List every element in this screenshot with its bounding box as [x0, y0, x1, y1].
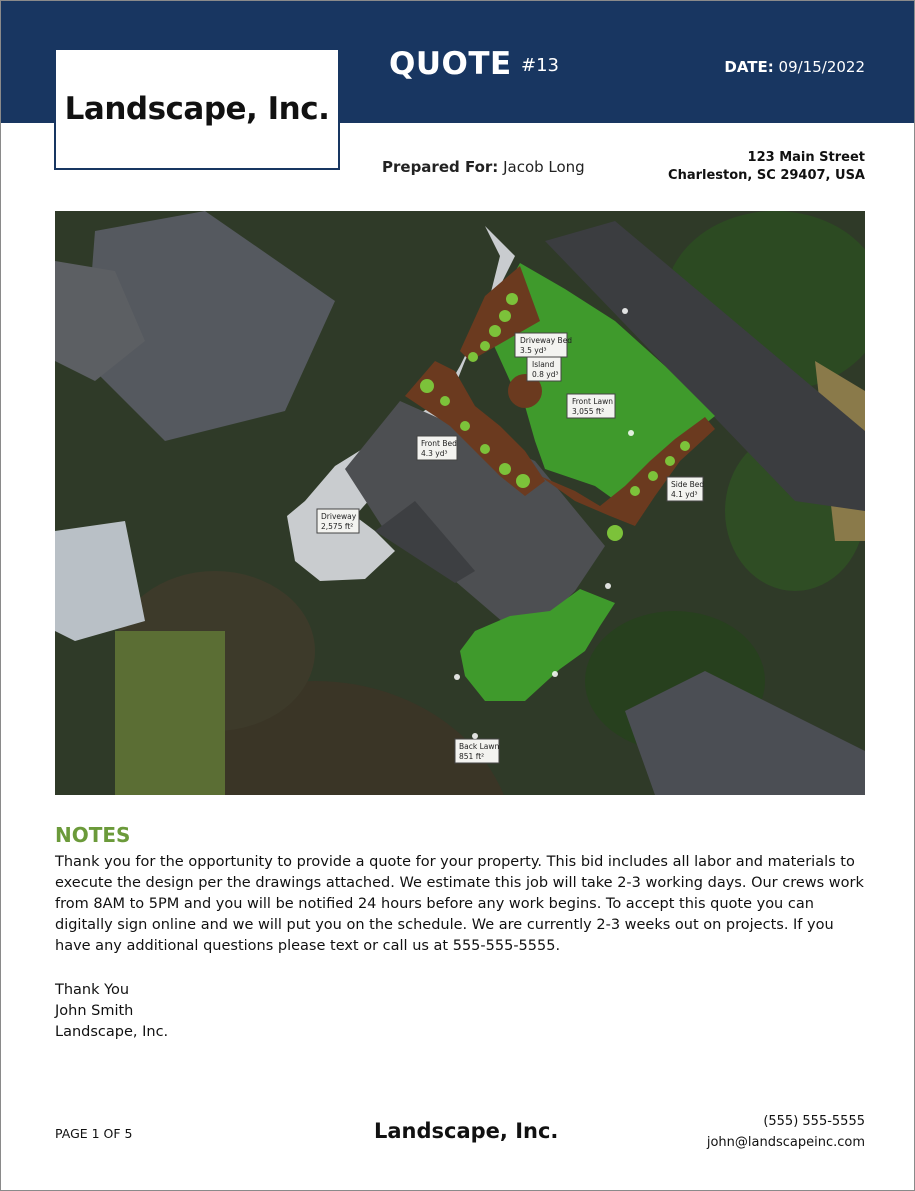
label-front-lawn-name: Front Lawn — [572, 397, 614, 406]
footer-contact — [707, 1111, 865, 1153]
date-label: DATE: — [724, 58, 774, 76]
label-front-lawn-value: 3,055 ft² — [572, 407, 605, 416]
address-line1: 123 Main Street — [747, 150, 865, 165]
address-line2: Charleston, SC 29407, USA — [668, 168, 865, 183]
label-back-lawn-value: 851 ft² — [459, 752, 485, 761]
prepared-for-name: Jacob Long — [503, 158, 585, 176]
property-address — [668, 149, 865, 185]
label-side-bed-value: 4.1 yd³ — [671, 490, 698, 499]
signoff-name: John Smith — [55, 1003, 134, 1019]
quote-date — [724, 58, 865, 76]
label-driveway-value: 2,575 ft² — [321, 522, 354, 531]
prepared-for — [382, 158, 585, 176]
label-island-name: Island — [532, 360, 555, 369]
site-map-drawing — [55, 211, 865, 795]
label-front-bed — [417, 436, 457, 460]
footer-email: john@landscapeinc.com — [706, 1135, 865, 1150]
notes-body: Thank you for the opportunity to provide a quote for your property. This bid includes all labor and materials to execute the design per the drawings attached. We estimate this job will take 2-3 working days. Our crews work from 8AM to 5PM and you will be notified 24 hours before any work begins. To accept this quote you can digitally sign online and we will put you on the schedule. We are currently 2-3 weeks out on projects. If you have any additional questions please text or call us at 555-555-5555. — [55, 854, 864, 954]
company-logo-box — [54, 48, 340, 170]
label-island — [527, 357, 561, 381]
label-side-bed-name: Side Bed — [671, 480, 705, 489]
company-logo: Landscape, Inc. — [64, 91, 330, 127]
label-island-value: 0.8 yd³ — [532, 370, 559, 379]
quote-number: #13 — [521, 55, 559, 76]
label-driveway — [317, 509, 359, 533]
label-front-bed-value: 4.3 yd³ — [421, 449, 448, 458]
footer-company-logo: Landscape, Inc. — [374, 1119, 559, 1143]
label-back-lawn-name: Back Lawn — [459, 742, 500, 751]
label-back-lawn — [455, 739, 500, 763]
neighbor-grass — [115, 631, 225, 795]
page-number: PAGE 1 OF 5 — [55, 1126, 133, 1141]
signoff — [55, 980, 168, 1043]
property-site-map — [55, 211, 865, 795]
quote-title: QUOTE — [389, 46, 512, 82]
prepared-for-label: Prepared For: — [382, 158, 499, 176]
date-value: 09/15/2022 — [778, 58, 865, 76]
label-front-bed-name: Front Bed — [421, 439, 457, 448]
notes-heading: NOTES — [55, 823, 131, 847]
label-driveway-bed-value: 3.5 yd³ — [520, 346, 547, 355]
label-driveway-name: Driveway — [321, 512, 357, 521]
label-front-lawn — [567, 394, 615, 418]
signoff-company: Landscape, Inc. — [55, 1024, 169, 1040]
footer-phone: (555) 555-5555 — [763, 1114, 865, 1129]
label-driveway-bed — [515, 333, 572, 357]
label-side-bed — [667, 477, 704, 501]
signoff-thanks: Thank You — [55, 982, 130, 998]
label-driveway-bed-name: Driveway Bed — [520, 336, 573, 345]
